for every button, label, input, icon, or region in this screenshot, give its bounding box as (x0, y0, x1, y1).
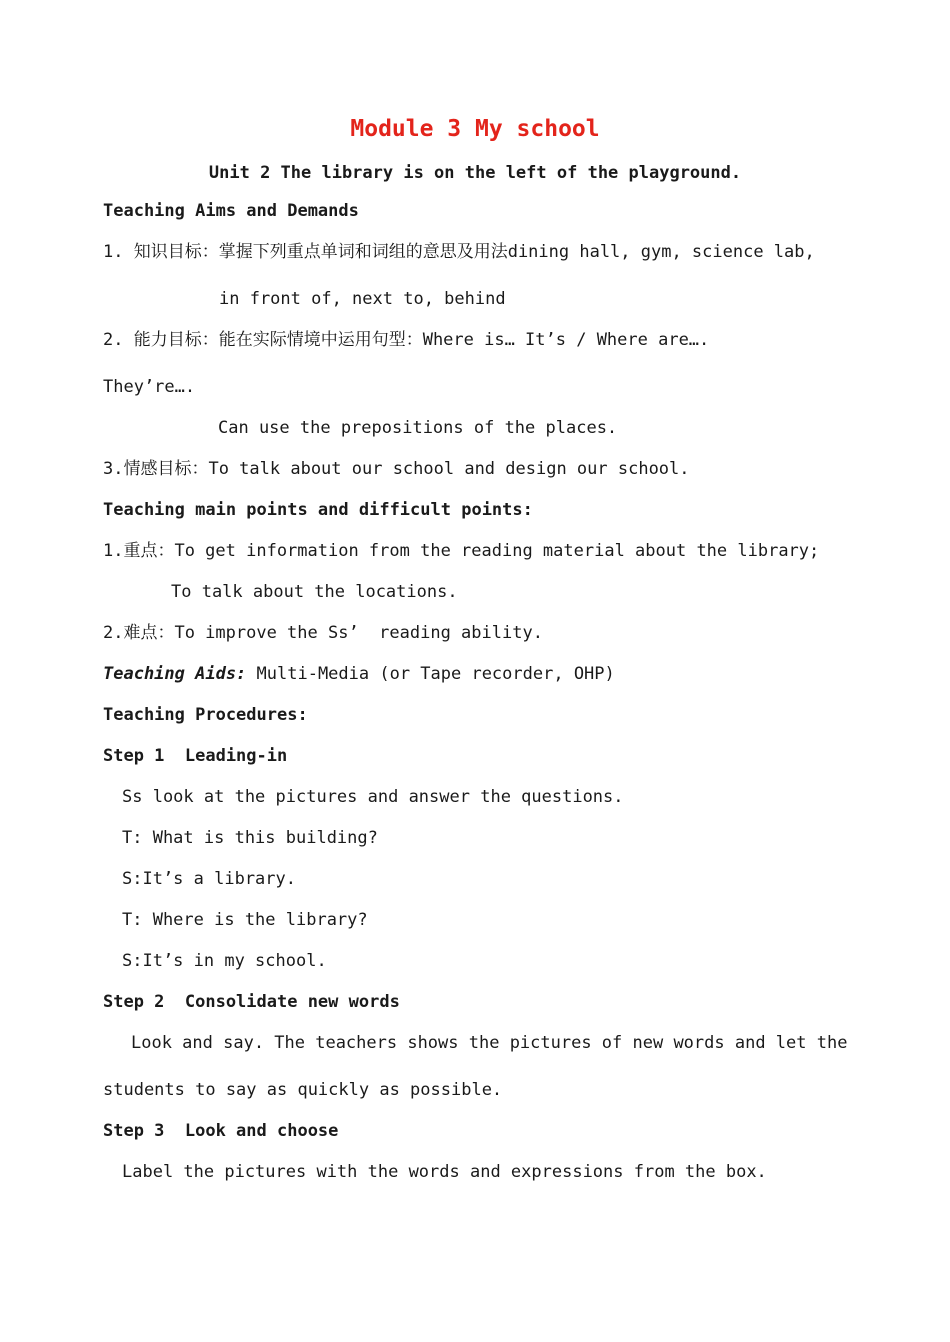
aims-heading: Teaching Aims and Demands (103, 201, 359, 221)
teaching-aids (103, 663, 615, 685)
page-title: Module 3 My school (350, 116, 600, 142)
step-2-heading: Step 2 Consolidate new words (103, 992, 400, 1012)
points-item-1-line-1: 1.重点：To get information from the reading material about the library; (103, 541, 820, 561)
aims-item-2-line-3: Can use the prepositions of the places. (218, 418, 618, 438)
aims-item-3: 3.情感目标：To talk about our school and design our school. (103, 459, 690, 479)
step-3-line-1: Label the pictures with the words and expressions from the box. (122, 1162, 767, 1182)
step-3-heading: Step 3 Look and choose (103, 1121, 339, 1141)
points-heading: Teaching main points and difficult points: (103, 500, 533, 520)
step-1-line-5: S:It’s in my school. (122, 951, 327, 971)
step-1-line-2: T: What is this building? (122, 828, 378, 848)
aims-item-1-line-1: 1. 知识目标：掌握下列重点单词和词组的意思及用法dining hall, gym, science lab, (103, 242, 815, 262)
points-item-2: 2.难点：To improve the Ss’ reading ability. (103, 623, 543, 643)
step-1-heading: Step 1 Leading-in (103, 746, 288, 766)
step-2-line-2: students to say as quickly as possible. (103, 1080, 503, 1100)
page-subtitle: Unit 2 The library is on the left of the playground. (208, 163, 742, 183)
points-item-1-line-2: To talk about the locations. (171, 582, 458, 602)
teaching-aids-label: Teaching Aids: (103, 664, 247, 684)
step-2-line-1: Look and say. The teachers shows the pictures of new words and let the (131, 1033, 848, 1053)
aims-item-2-line-2: They’re…. (103, 377, 196, 397)
teaching-aids-value: Multi-Media (or Tape recorder, OHP) (246, 664, 615, 684)
aims-item-1-line-2: in front of, next to, behind (219, 289, 506, 309)
step-1-line-3: S:It’s a library. (122, 869, 296, 889)
step-1-line-4: T: Where is the library? (122, 910, 368, 930)
procedures-heading: Teaching Procedures: (103, 705, 308, 725)
aims-item-2-line-1: 2. 能力目标：能在实际情境中运用句型：Where is… It’s / Where are…. (103, 330, 710, 350)
step-1-line-1: Ss look at the pictures and answer the questions. (122, 787, 624, 807)
